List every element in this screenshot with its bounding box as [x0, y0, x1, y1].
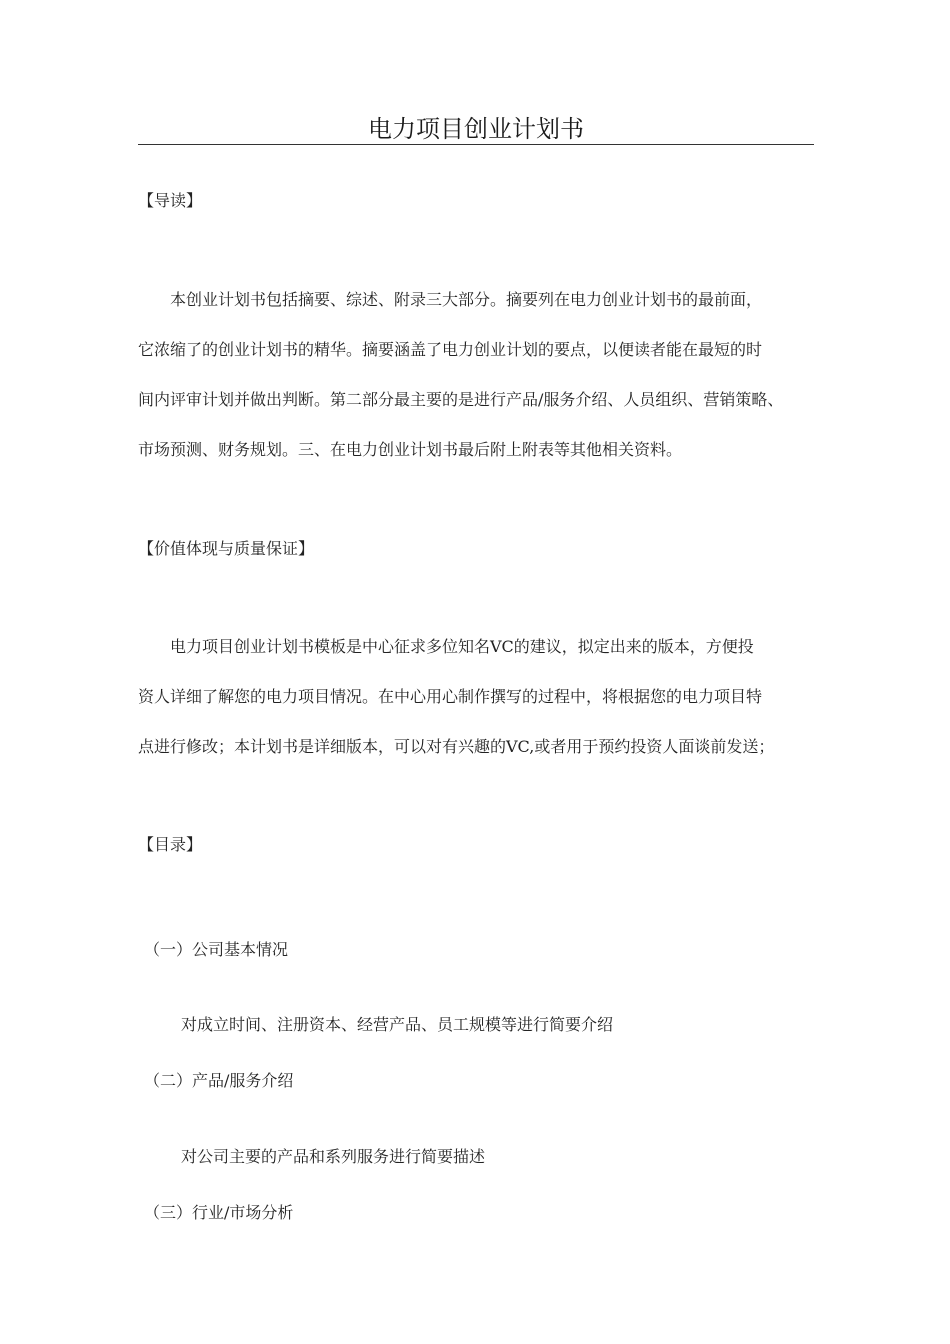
toc-item-company: （一）公司基本情况 — [144, 940, 289, 959]
paragraph-line: 间内评审计划并做出判断。第二部分最主要的是进行产品/服务介绍、人员组织、营销策略、 — [138, 390, 784, 409]
toc-item-industry: （三）行业/市场分析 — [144, 1203, 294, 1222]
document-title: 电力项目创业计划书 — [368, 115, 584, 143]
section-heading-value: 【价值体现与质量保证】 — [138, 539, 315, 558]
section-heading-toc: 【目录】 — [138, 835, 203, 854]
paragraph-line: 电力项目创业计划书模板是中心征求多位知名VC的建议，拟定出来的版本，方便投 — [138, 637, 754, 656]
paragraph-line: 点进行修改；本计划书是详细版本，可以对有兴趣的VC,或者用于预约投资人面谈前发送； — [138, 737, 775, 756]
paragraph-line: 资人详细了解您的电力项目情况。在中心用心制作撰写的过程中，将根据您的电力项目特 — [138, 687, 763, 706]
paragraph-line: 本创业计划书包括摘要、综述、附录三大部分。摘要列在电力创业计划书的最前面， — [138, 290, 763, 309]
toc-desc-products: 对公司主要的产品和系列服务进行简要描述 — [181, 1147, 486, 1166]
title-underline — [138, 144, 814, 145]
value-paragraph — [138, 636, 823, 786]
intro-paragraph — [138, 289, 823, 489]
toc-item-products: （二）产品/服务介绍 — [144, 1071, 294, 1090]
section-heading-intro: 【导读】 — [138, 191, 203, 210]
paragraph-line: 市场预测、财务规划。三、在电力创业计划书最后附上附表等其他相关资料。 — [138, 440, 683, 459]
paragraph-line: 它浓缩了的创业计划书的精华。摘要涵盖了电力创业计划的要点，以便读者能在最短的时 — [138, 340, 763, 359]
toc-desc-company: 对成立时间、注册资本、经营产品、员工规模等进行简要介绍 — [181, 1015, 614, 1034]
